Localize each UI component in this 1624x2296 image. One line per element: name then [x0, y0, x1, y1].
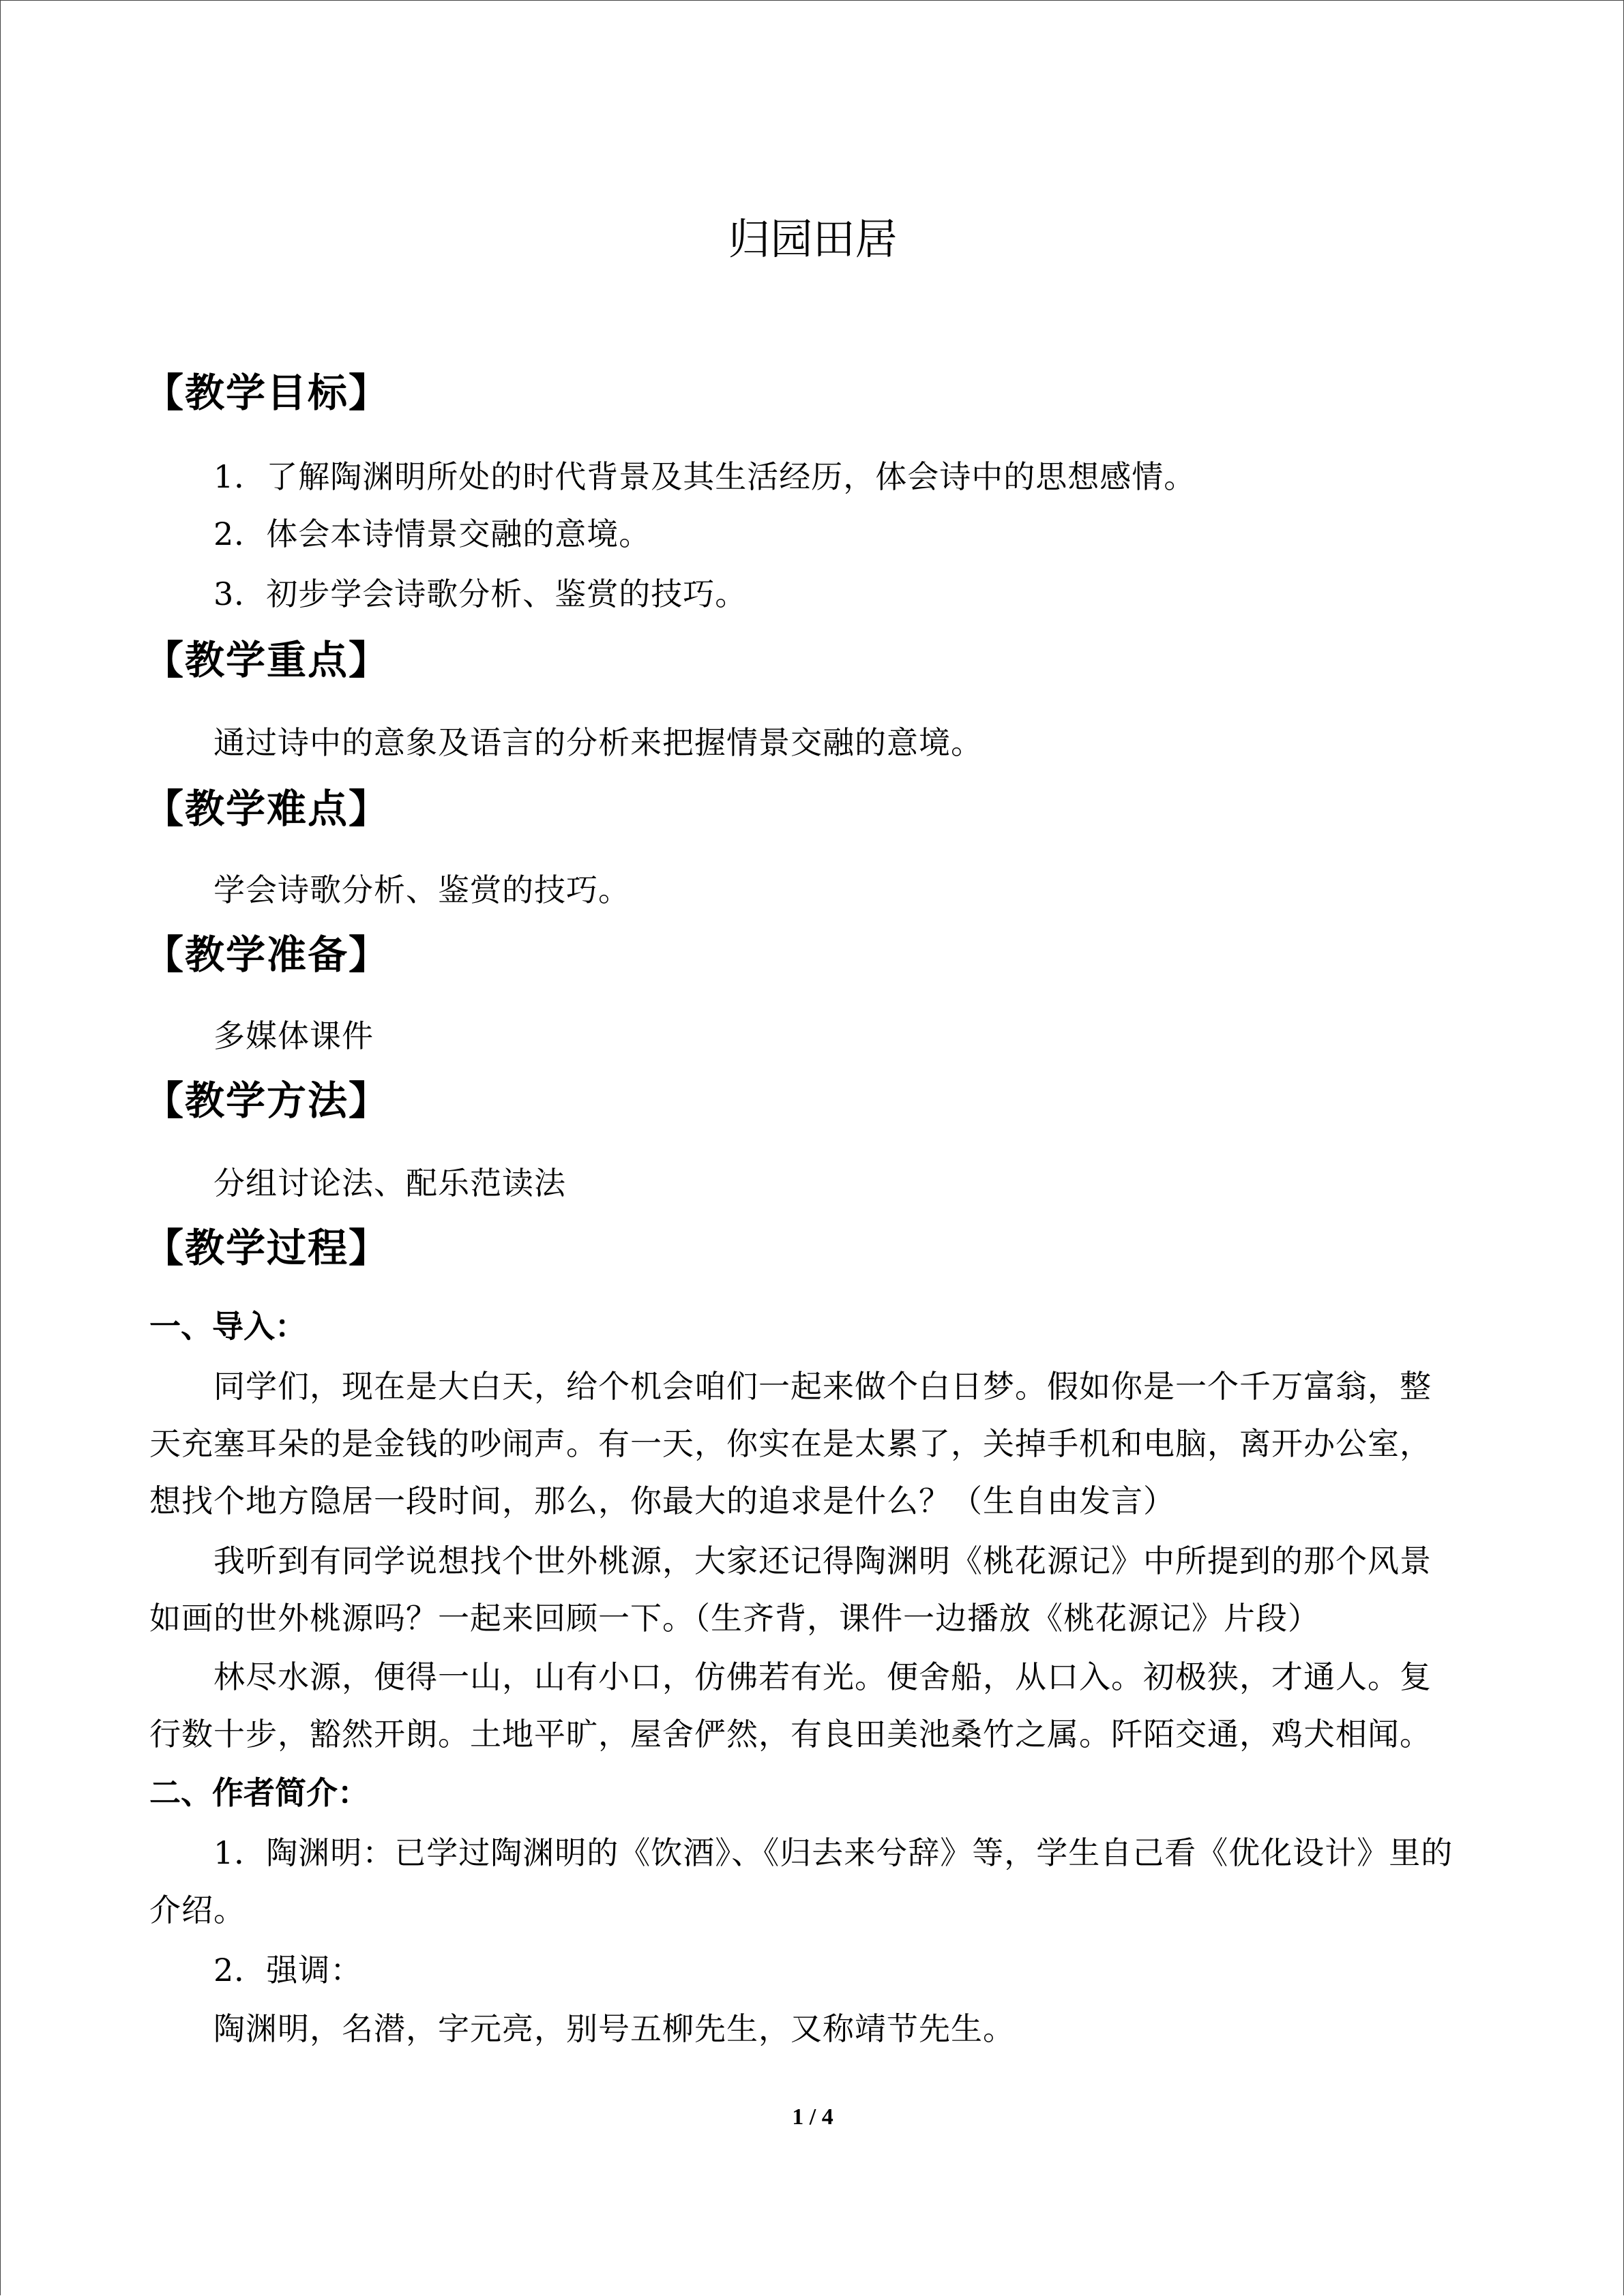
- key-text: 通过诗中的意象及语言的分析来把握情景交融的意境。: [213, 724, 983, 761]
- heading-difficulty: 【教学难点】: [144, 786, 390, 832]
- paragraph-line: 1．陶渊明：已学过陶渊明的《饮酒》、《归去来兮辞》等，学生自己看《优化设计》里的: [213, 1834, 1453, 1871]
- document-title: 归园田居: [728, 214, 898, 264]
- part2-title: 二、作者简介：: [149, 1774, 369, 1811]
- heading-goals: 【教学目标】: [144, 370, 390, 416]
- heading-method: 【教学方法】: [144, 1077, 390, 1124]
- paragraph-line: 2．强调：: [213, 1952, 363, 1988]
- paragraph-line: 如画的世外桃源吗？一起来回顾一下。（生齐背，课件一边播放《桃花源记》片段）: [149, 1600, 1320, 1637]
- paragraph-line: 行数十步，豁然开朗。土地平旷，屋舍俨然，有良田美池桑竹之属。阡陌交通，鸡犬相闻。: [149, 1716, 1432, 1753]
- page-number: 1 / 4: [792, 2104, 833, 2130]
- method-text: 分组讨论法、配乐范读法: [213, 1165, 566, 1202]
- heading-prep: 【教学准备】: [144, 931, 390, 978]
- paragraph-line: 想找个地方隐居一段时间，那么，你最大的追求是什么？（生自由发言）: [149, 1482, 1175, 1519]
- heading-process: 【教学过程】: [144, 1225, 390, 1271]
- paragraph-line: 陶渊明，名潜，字元亮，别号五柳先生，又称靖节先生。: [213, 2010, 1015, 2047]
- part1-title: 一、导入：: [149, 1308, 306, 1345]
- paragraph-line: 介绍。: [149, 1892, 246, 1928]
- goal-item: 3．初步学会诗歌分析、鉴赏的技巧。: [213, 576, 748, 612]
- paragraph-line: 林尽水源，便得一山，山有小口，仿佛若有光。便舍船，从口入。初极狭，才通人。复: [213, 1658, 1432, 1695]
- paragraph-line: 同学们，现在是大白天，给个机会咱们一起来做个白日梦。假如你是一个千万富翁，整: [213, 1368, 1432, 1405]
- paragraph-line: 我听到有同学说想找个世外桃源，大家还记得陶渊明《桃花源记》中所提到的那个风景: [213, 1542, 1432, 1579]
- heading-key: 【教学重点】: [144, 637, 390, 683]
- paragraph-line: 天充塞耳朵的是金钱的吵闹声。有一天，你实在是太累了，关掉手机和电脑，离开办公室，: [149, 1425, 1432, 1462]
- goal-item: 1．了解陶渊明所处的时代背景及其生活经历，体会诗中的思想感情。: [213, 458, 1196, 495]
- prep-text: 多媒体课件: [213, 1017, 374, 1054]
- difficulty-text: 学会诗歌分析、鉴赏的技巧。: [213, 871, 630, 908]
- goal-item: 2．体会本诗情景交融的意境。: [213, 516, 651, 552]
